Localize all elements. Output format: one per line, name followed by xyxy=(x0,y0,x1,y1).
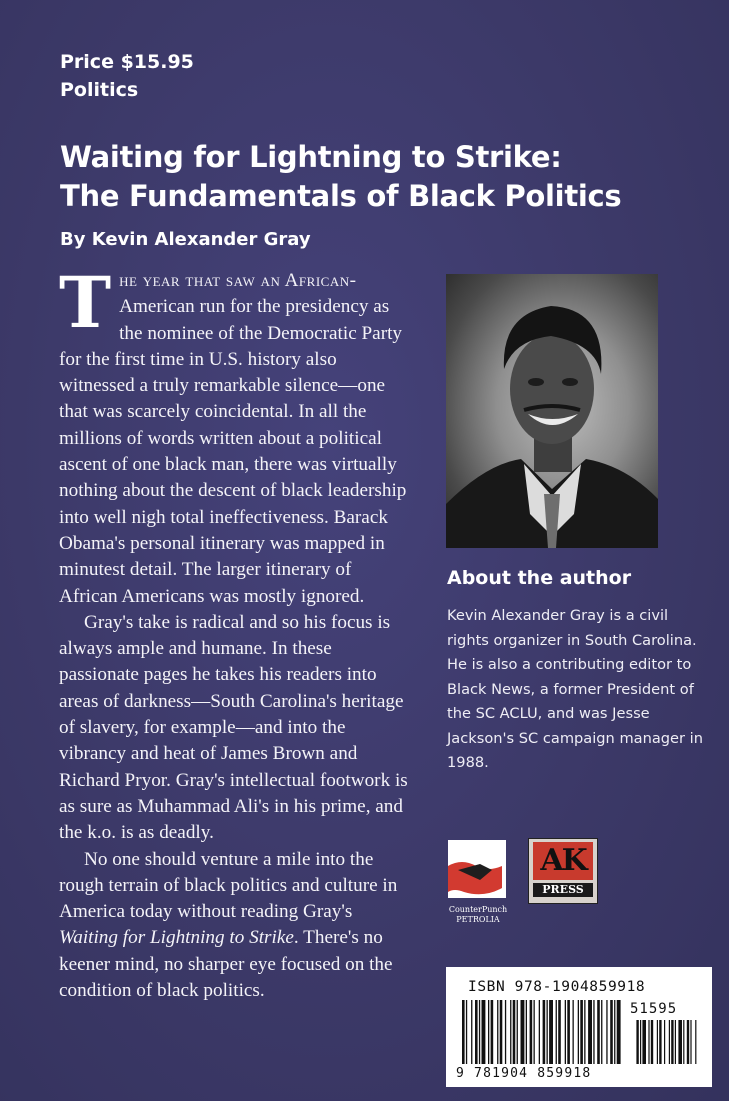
book-title xyxy=(60,138,700,216)
author-bio: Kevin Alexander Gray is a civil rights organizer in South Carolina. He is also a contributing editor to Black News, a former President of the SC ACLU, and was Jesse Jackson's SC campaign manager in 1988. xyxy=(447,607,703,771)
counterpunch-name: CounterPunch xyxy=(448,905,508,914)
ak-press-logo xyxy=(528,838,598,904)
counterpunch-fist-icon xyxy=(440,836,512,906)
isbn-barcode xyxy=(446,967,712,1087)
ak-press-name: PRESS xyxy=(533,883,593,897)
paragraph-1-text: American run for the presidency as the nominee of the Democratic Party for the first time in U.S. history also witnessed a truly remarkable silence—one that was scarcely coincidental. In all the millions of words written about a political ascent of one black man, there was virtually nothing about the descent of black leadership into well nigh total ineffectiveness. Barack Obama's personal itinerary was mapped in minutest detail. The larger itinerary of African Americans was mostly ignored. xyxy=(59,296,407,607)
description-paragraph-2: Gray's take is radical and so his focus is always ample and humane. In these passionate pages he takes his readers into areas of darkness—South Carolina's heritage of slavery, for example—and into the vibrancy and heat of James Brown and Richard Pryor. Gray's intellectual footwork is as sure as Muhammad Ali's in his prime, and the k.o. is as deadly. xyxy=(59,611,408,844)
opening-smallcaps: he year that saw an African- xyxy=(119,270,357,291)
price-label: Price $15.95 xyxy=(60,51,194,73)
paragraph-3-end: . There's no keener mind, no sharper eye focused on the condition of black politics. xyxy=(59,927,393,1002)
paragraph-3-start: No one should venture a mile into the rough terrain of black politics and culture in America today without reading Gray's xyxy=(59,848,398,923)
category-label: Politics xyxy=(60,79,139,101)
counterpunch-location: PETROLIA xyxy=(456,915,500,924)
description-paragraph-1 xyxy=(59,261,411,610)
title-line-1: Waiting for Lightning to Strike: xyxy=(60,140,562,174)
ean-digits: 9 781904 859918 xyxy=(456,1066,592,1081)
byline: By Kevin Alexander Gray xyxy=(60,229,311,250)
book-title-italic: Waiting for Lightning to Strike xyxy=(59,927,294,949)
description xyxy=(59,261,411,1004)
price-block xyxy=(60,48,194,104)
counterpunch-label xyxy=(438,905,518,925)
isbn-number: ISBN 978-1904859918 xyxy=(468,979,646,995)
author-portrait-icon xyxy=(446,274,658,548)
about-author-heading: About the author xyxy=(447,567,632,589)
drop-cap: T xyxy=(59,261,112,344)
title-line-2: The Fundamentals of Black Politics xyxy=(60,179,622,213)
barcode-bars-icon xyxy=(458,1000,702,1066)
author-photo xyxy=(446,274,658,548)
price-code: 51595 xyxy=(630,1001,678,1017)
ak-press-initials: AK xyxy=(533,842,593,880)
description-paragraph-3 xyxy=(59,847,411,1005)
